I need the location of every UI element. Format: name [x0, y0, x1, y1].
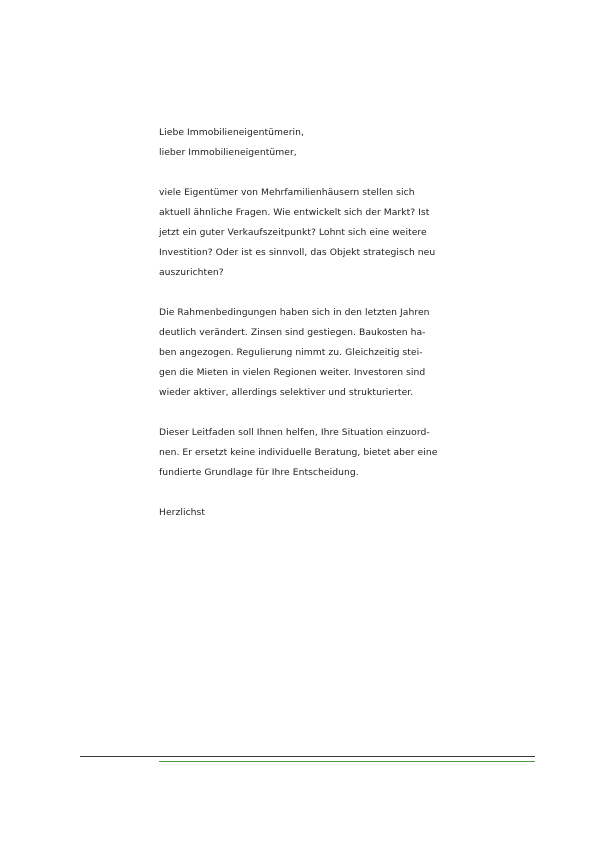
paragraph-line: deutlich verändert. Zinsen sind gestiegen. Baukosten ha- [159, 327, 426, 338]
salutation-line: lieber Immobilieneigentümer, [159, 147, 297, 158]
paragraph-spacer [159, 483, 469, 503]
salutation-line: Liebe Immobilieneigentümerin, [159, 127, 304, 138]
paragraph-line: ben angezogen. Regulierung nimmt zu. Gleichzeitig stei- [159, 347, 423, 358]
paragraph-spacer [159, 163, 469, 183]
paragraph-line: viele Eigentümer von Mehrfamilienhäusern stellen sich [159, 187, 415, 198]
paragraph-line: nen. Er ersetzt keine individuelle Beratung, bietet aber eine [159, 447, 438, 458]
paragraph-line: Die Rahmenbedingungen haben sich in den letzten Jahren [159, 307, 430, 318]
paragraph-intro [159, 183, 469, 283]
paragraph-spacer [159, 403, 469, 423]
paragraph-line: Dieser Leitfaden soll Ihnen helfen, Ihre Situation einzuord- [159, 427, 430, 438]
paragraph-line: fundierte Grundlage für Ihre Entscheidung. [159, 467, 359, 478]
paragraph-spacer [159, 283, 469, 303]
paragraph-line: wieder aktiver, allerdings selektiver und strukturierter. [159, 387, 414, 398]
paragraph-conditions [159, 303, 469, 403]
paragraph-line: aktuell ähnliche Fragen. Wie entwickelt sich der Markt? Ist [159, 207, 430, 218]
paragraph-line: Investition? Oder ist es sinnvoll, das Objekt strategisch neu [159, 247, 436, 258]
paragraph-line: jetzt ein guter Verkaufszeitpunkt? Lohnt sich eine weitere [159, 227, 427, 238]
footer-rule-green [159, 761, 535, 762]
closing: Herzlichst [159, 507, 206, 518]
paragraph-line: auszurichten? [159, 267, 224, 278]
footer-rule-dark [80, 756, 535, 757]
paragraph-line: gen die Mieten in vielen Regionen weiter. Investoren sind [159, 367, 426, 378]
salutation [159, 123, 469, 163]
paragraph-guide [159, 423, 469, 483]
letter-body [159, 123, 469, 523]
